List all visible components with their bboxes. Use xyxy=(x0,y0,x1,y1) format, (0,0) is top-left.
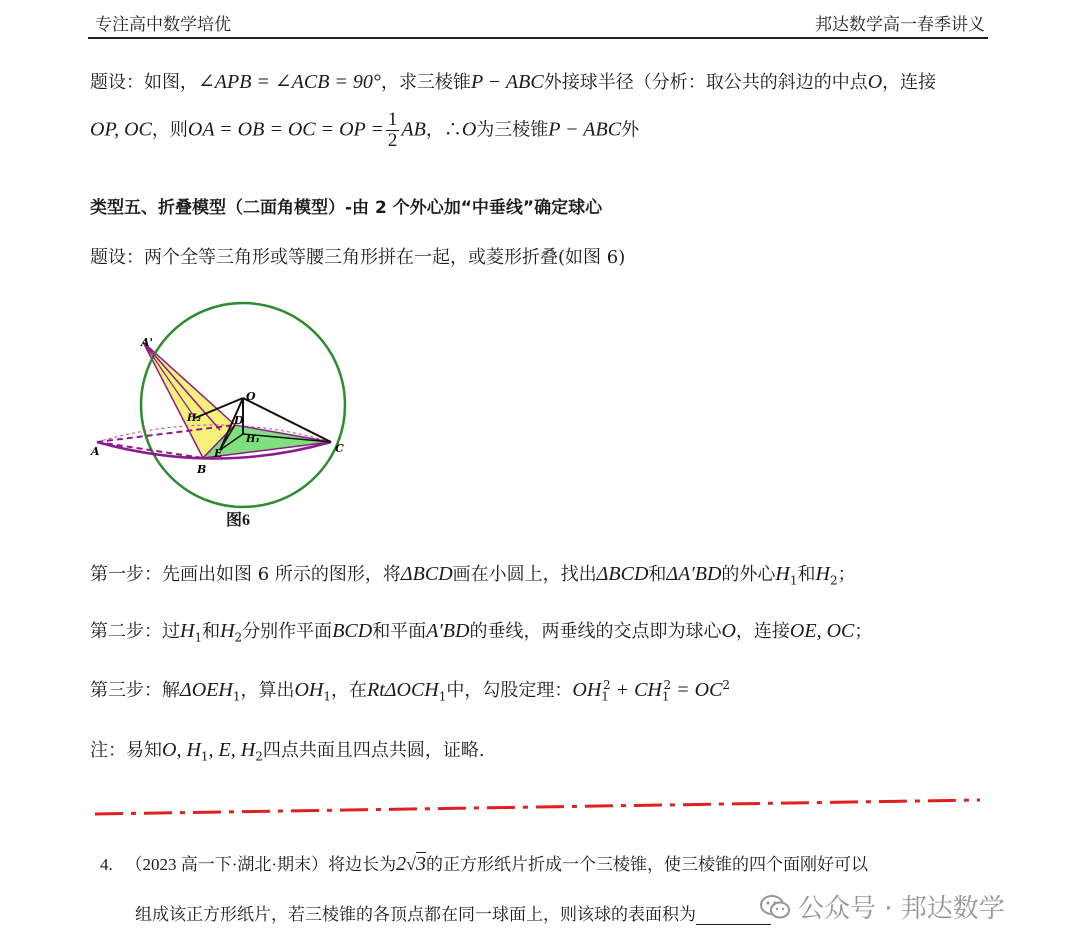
label-E: E xyxy=(214,447,223,460)
header-left-title: 专注高中数学培优 xyxy=(95,15,231,35)
figure-caption: 图6 xyxy=(226,512,251,529)
problem-4-line-1: 4. （2023 高一下·湖北·期末）将边长为2√3的正方形纸片折成一个三棱锥，使三棱锥的四个面刚好可以 xyxy=(100,853,868,875)
wechat-watermark xyxy=(760,888,1005,925)
watermark-text: 公众号 · 邦达数学 xyxy=(798,894,1005,924)
type-five-heading: 类型五、折叠模型（二面角模型）-由 2 个外心加“中垂线”确定球心 xyxy=(90,198,603,218)
figure-6-diagram xyxy=(85,290,360,530)
label-A-prime: A' xyxy=(141,336,153,349)
step-2: 第二步：过$H_1$和$H_2$分别作平面BCD和平面A′BD的垂线，两垂线的交点即为球心O，连接OE, OC； xyxy=(90,620,873,645)
label-D: D xyxy=(234,414,244,427)
step-1: 第一步：先画出如图 6 所示的图形，将ΔBCD画在小圆上，找出ΔBCD和ΔA′BD的外心$H_1$和$H_2$； xyxy=(90,563,856,588)
intro-line-1: 题设：如图，∠APB = ∠ACB = 90°，求三棱锥P − ABC外接球半径（分析：取公共的斜边的中点O，连接 xyxy=(90,71,937,93)
premise-text: 题设：两个全等三角形或等腰三角形拼在一起，或菱形折叠(如图 6) xyxy=(90,247,626,268)
step-3: 第三步：解$\Delta OEH_1$，算出$OH_1$，在RtΔOCH$_1$中，勾股定理：$OH_1^2 + CH_1^2 = OC^2$ xyxy=(90,678,731,704)
section-divider xyxy=(95,796,980,820)
label-A: A xyxy=(91,445,100,458)
label-H2: H₂ xyxy=(187,413,201,424)
label-C: C xyxy=(335,442,344,455)
header-right-title: 邦达数学高一春季讲义 xyxy=(815,15,985,35)
note-line: 注：易知O, $H_1$, E, $H_2$四点共面且四点共圆，证略. xyxy=(90,739,485,764)
label-H1: H₁ xyxy=(246,434,260,445)
label-O: O xyxy=(246,390,256,403)
fraction-half: $\frac{1}{2}$ xyxy=(387,109,398,151)
intro-line-2: OP, OC，则OA = OB = OC = OP = $\frac{1}{2}$ AB，∴O为三棱锥P − ABC外 xyxy=(90,109,640,151)
problem-4-line-2: 组成该正方形纸片，若三棱锥的各顶点都在同一球面上，则该球的表面积为 xyxy=(135,900,771,925)
edge-AprimeH2 xyxy=(143,342,195,418)
wechat-icon xyxy=(760,894,790,920)
header-rule xyxy=(88,37,988,39)
label-B: B xyxy=(197,463,207,476)
